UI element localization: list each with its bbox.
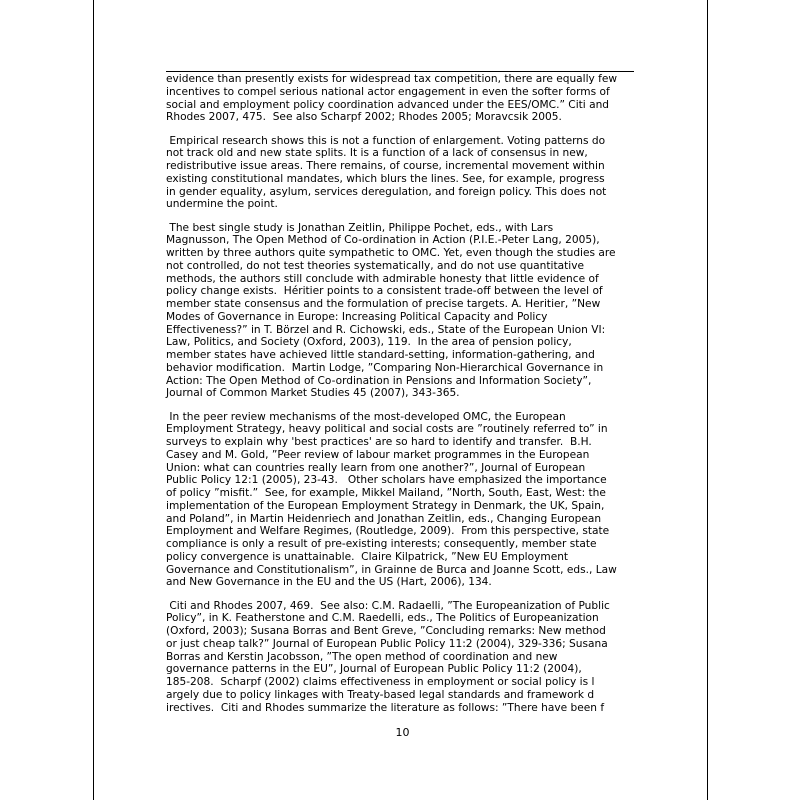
footnote-line: governance patterns in the EU”, Journal of European Public Policy 11:2 (2004), — [166, 663, 582, 676]
footnote-line: Journal of Common Market Studies 45 (2007), 343-365. — [166, 387, 460, 400]
footnote-line: policy convergence is unattainable. Claire Kilpatrick, ”New EU Employment — [166, 550, 569, 563]
footnote-line: Empirical research shows this is not a function of enlargement. Voting patterns do — [166, 134, 606, 147]
footnote-line: policy change exists. Héritier points to a consistent trade-off between the level of — [166, 285, 603, 298]
footnote-line: Employment and Welfare Regimes, (Routledge, 2009). From this perspective, state — [166, 525, 610, 538]
footnote-line: Action: The Open Method of Co-ordination in Pensions and Information Society”, — [166, 374, 592, 387]
footnote-line: Casey and M. Gold, ”Peer review of labour market programmes in the European — [166, 448, 590, 461]
footnote-line: implementation of the European Employment Strategy in Denmark, the UK, Spain, — [166, 499, 605, 512]
footnote-line: argely due to policy linkages with Treaty-based legal standards and framework d — [166, 688, 595, 701]
footnotes — [166, 73, 646, 725]
footnote-line: surveys to explain why 'best practices' are so hard to identify and transfer. B.H. — [166, 436, 592, 448]
footnote-line: of policy ”misfit.” See, for example, Mikkel Mailand, ”North, South, East, West: the — [166, 487, 606, 499]
footnote-line: member states have achieved little standard-setting, information-gathering, and — [166, 349, 595, 361]
footnote-line: Union: what can countries really learn from one another?”, Journal of European — [166, 461, 586, 474]
footnote — [166, 600, 646, 715]
footnote-line: compliance is only a result of pre-existing interests; consequently, member state — [166, 538, 597, 550]
footnote — [166, 222, 646, 401]
footnote-line: Policy”, in K. Featherstone and C.M. Raedelli, eds., The Politics of Europeanization — [166, 612, 599, 625]
footnote-line: methods, the authors still conclude with admirable honesty that little evidence of — [166, 272, 599, 285]
footnote-separator — [166, 71, 634, 72]
footnote-line: and New Governance in the EU and the US (Hart, 2006), 134. — [166, 576, 492, 589]
footnote-line: not track old and new state splits. It is a function of a lack of consensus in new, — [166, 147, 588, 160]
page-right-edge — [707, 0, 708, 800]
footnote-line: evidence than presently exists for widespread tax competition, there are equally few — [166, 73, 618, 85]
footnote-line: Rhodes 2007, 475. See also Scharpf 2002; Rhodes 2005; Moravcsik 2005. — [166, 111, 562, 124]
page-number: 10 — [395, 726, 410, 739]
footnote-line: incentives to compel serious national actor engagement in even the softer forms of — [166, 85, 610, 98]
footnote — [166, 135, 646, 212]
footnote-line: Borras and Kerstin Jacobsson, ”The open method of coordination and new — [166, 650, 558, 663]
footnote-line: Effectiveness?” in T. Börzel and R. Cichowski, eds., State of the European Union VI: — [166, 323, 606, 336]
footnote-line: existing constitutional mandates, which blurs the lines. See, for example, progress — [166, 172, 605, 185]
footnote-line: Magnusson, The Open Method of Co-ordination in Action (P.I.E.-Peter Lang, 2005), — [166, 234, 600, 247]
footnote-line: Law, Politics, and Society (Oxford, 2003), 119. In the area of pension policy, — [166, 336, 572, 349]
footnote-line: (Oxford, 2003); Susana Borras and Bent Greve, ”Concluding remarks: New method — [166, 625, 606, 637]
footnote-line: behavior modification. Martin Lodge, ”Comparing Non-Hierarchical Governance in — [166, 361, 604, 374]
footnote-line: Citi and Rhodes 2007, 469. See also: C.M. Radaelli, ”The Europeanization of Public — [166, 599, 610, 612]
footnote-line: written by three authors quite sympathetic to OMC. Yet, even though the studies are — [166, 247, 616, 259]
footnote-line: In the peer review mechanisms of the most-developed OMC, the European — [166, 410, 566, 423]
footnote-line: Public Policy 12:1 (2005), 23-43. Other scholars have emphasized the importance — [166, 474, 607, 487]
footnote-line: or just cheap talk?” Journal of European Public Policy 11:2 (2004), 329-336; Susana — [166, 637, 608, 650]
footnote-line: undermine the point. — [166, 198, 278, 211]
footnote-line: Governance and Constitutionalism”, in Grainne de Burca and Joanne Scott, eds., Law — [166, 563, 617, 576]
footnote-line: in gender equality, asylum, services deregulation, and foreign policy. This does not — [166, 185, 607, 198]
footnote-line: redistributive issue areas. There remains, of course, incremental movement within — [166, 160, 605, 172]
footnote-line: 185-208. Scharpf (2002) claims effectiveness in employment or social policy is l — [166, 676, 595, 688]
footnote-line: and Poland”, in Martin Heidenriech and Jonathan Zeitlin, eds., Changing European — [166, 512, 602, 525]
footnote-line: social and employment policy coordination advanced under the EES/OMC.” Citi and — [166, 98, 610, 111]
footnote-line: not controlled, do not test theories systematically, and do not use quantitative — [166, 259, 585, 272]
footnote — [166, 411, 646, 590]
footnote-line: Employment Strategy, heavy political and social costs are ”routinely referred to” in — [166, 423, 608, 436]
footnote-line: Modes of Governance in Europe: Increasing Political Capacity and Policy — [166, 310, 548, 323]
footnote-line: The best single study is Jonathan Zeitlin, Philippe Pochet, eds., with Lars — [166, 221, 554, 234]
page-left-edge — [93, 0, 94, 800]
footnote-line: irectives. Citi and Rhodes summarize the literature as follows: ”There have been f — [166, 701, 605, 714]
footnote — [166, 73, 646, 124]
footnote-line: member state consensus and the formulation of precise targets. A. Heritier, ”New — [166, 298, 601, 310]
